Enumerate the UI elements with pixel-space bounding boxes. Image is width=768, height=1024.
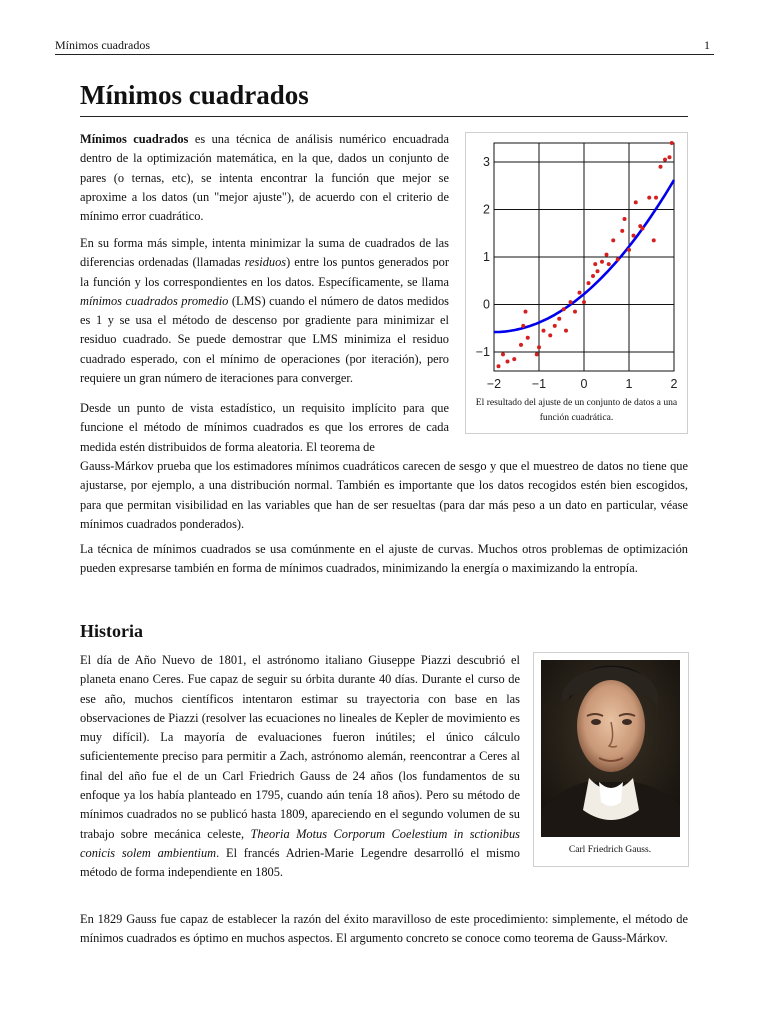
data-point bbox=[607, 262, 611, 266]
data-point bbox=[512, 357, 516, 361]
y-tick-label-1: 0 bbox=[483, 297, 490, 312]
data-point bbox=[600, 260, 604, 264]
data-point bbox=[519, 343, 523, 347]
data-point bbox=[524, 310, 528, 314]
y-tick-label-2: 1 bbox=[483, 250, 490, 264]
x-tick-label-1: −1 bbox=[531, 377, 547, 391]
data-point bbox=[548, 333, 552, 337]
intro-term: Mínimos cuadrados bbox=[80, 132, 189, 146]
intro-text: es una técnica de análisis numérico encuadrada dentro de la optimización matemática, en la que, dados un conjunto de pares (o ternas, etc), se intenta encontrar la función que mejor se aproxime a los datos (un "mejor ajuste"), de acuerdo con el criterio de mínimo error cuadrático. bbox=[80, 132, 449, 224]
data-point bbox=[620, 229, 624, 233]
para3-text-a: Desde un punto de vista estadístico, un requisito implícito para que funcione el método de mínimos cuadrados es que los errores de cada medida estén distribuidos de forma aleatoria. El teorema de bbox=[80, 401, 449, 454]
paragraph-statistics-cont bbox=[80, 457, 688, 534]
paragraph-history-2 bbox=[80, 910, 688, 949]
data-point bbox=[605, 253, 609, 257]
data-point bbox=[670, 141, 674, 145]
y-tick-label-0: −1 bbox=[475, 345, 490, 359]
data-point bbox=[591, 274, 595, 278]
para3-text-b: Gauss-Márkov prueba que los estimadores mínimos cuadráticos carecen de sesgo y que el muestreo de datos no tiene que ajustarse, por ejemplo, a una distribución normal. También es importante que los datos recogidos estén bien escogidos, para que permitan visibilidad en las variables que han de ser resueltas (para dar más peso a un dato en particular, véase mínimos cuadrados ponderados). bbox=[80, 459, 688, 531]
history-text-2: . El francés Adrien-Marie Legendre desarrolló el mismo método de forma independiente en 1805. bbox=[80, 845, 520, 880]
data-point bbox=[521, 324, 525, 328]
data-point bbox=[623, 217, 627, 221]
data-point bbox=[535, 352, 539, 356]
gauss-portrait-image bbox=[541, 660, 680, 837]
data-point bbox=[506, 360, 510, 364]
data-point bbox=[573, 310, 577, 314]
data-point bbox=[659, 165, 663, 169]
section-heading-historia: Historia bbox=[80, 621, 143, 641]
data-point bbox=[501, 352, 505, 356]
data-point bbox=[542, 329, 546, 333]
x-tick-label-4: 2 bbox=[670, 377, 678, 391]
data-point bbox=[569, 300, 573, 304]
data-point bbox=[557, 317, 561, 321]
data-point bbox=[526, 336, 530, 340]
x-tick-label-2: 0 bbox=[580, 377, 588, 391]
intro-paragraph bbox=[80, 130, 449, 226]
data-point bbox=[627, 248, 631, 252]
data-point bbox=[668, 155, 672, 159]
data-point bbox=[537, 345, 541, 349]
y-tick-label-4: 3 bbox=[483, 155, 490, 169]
portrait-caption: Carl Friedrich Gauss. bbox=[568, 844, 652, 855]
x-tick-label-3: 1 bbox=[625, 377, 633, 391]
history2-text: En 1829 Gauss fue capaz de establecer la razón del éxito maravilloso de este procedimiento: simplemente, el método de mínimos cuadrados es óptimo en muchos aspectos. El argumento concreto se conoce como teorema de Gauss-Márkov. bbox=[80, 912, 688, 946]
data-point bbox=[634, 200, 638, 204]
para4-text: La técnica de mínimos cuadrados se usa comúnmente en el ajuste de curvas. Muchos otros problemas de optimización pueden expresarse también en forma de mínimos cuadrados, minimizando la energía o maximizando la entropía. bbox=[80, 542, 688, 576]
data-point bbox=[562, 307, 566, 311]
data-point bbox=[632, 234, 636, 238]
para2-text-1: En su forma más simple, intenta minimizar la suma de cuadrados de las diferencias ordenadas (llamadas bbox=[80, 236, 449, 270]
book-title: Theoria Motus Corporum Coelestium in sctionibus conicis solem ambientium bbox=[80, 826, 520, 860]
paragraph-history bbox=[80, 651, 520, 883]
data-point bbox=[652, 238, 656, 242]
data-point bbox=[611, 238, 615, 242]
data-point bbox=[663, 158, 667, 162]
data-point bbox=[616, 257, 620, 261]
data-point bbox=[578, 291, 582, 295]
data-point bbox=[553, 324, 557, 328]
para2-text-2: ) entre los puntos generados por la función y los correspondientes en los datos. Específicamente, se llama bbox=[80, 255, 449, 289]
term-lms: mínimos cuadrados promedio bbox=[80, 293, 229, 308]
term-residuos: residuos bbox=[244, 255, 287, 270]
chart-figure bbox=[465, 132, 688, 434]
data-point bbox=[647, 196, 651, 200]
chart-caption: El resultado del ajuste de un conjunto de datos a una función cuadrática. bbox=[475, 397, 678, 423]
page-title: Mínimos cuadrados bbox=[80, 78, 688, 117]
paragraph-lms bbox=[80, 234, 449, 388]
running-title: Mínimos cuadrados bbox=[55, 38, 150, 52]
data-point bbox=[654, 196, 658, 200]
data-point bbox=[593, 262, 597, 266]
running-header bbox=[55, 37, 714, 55]
data-point bbox=[582, 300, 586, 304]
least-squares-chart bbox=[466, 133, 687, 395]
history-text-1: El día de Año Nuevo de 1801, el astrónomo italiano Giuseppe Piazzi descubrió el planeta enano Ceres. Fue capaz de seguir su órbita durante 40 días. Durante el curso de ese año, muchos científicos intentaron estimar su trayectoria con base en las observaciones de Piazzi (resolver las ecuaciones no lineales de Kepler de movimiento es muy difícil). La mayoría de evaluaciones fueron inútiles; el único cálculo suficientemente preciso para permitir a Zach, astrónomo alemán, reencontrar a Ceres al final del año fue el de un Carl Friedrich Gauss de 24 años (los fundamentos de su enfoque ya los había planteado en 1795, cuando aún tenía 18 años). Pero su método de mínimos cuadrados no se publicó hasta 1809, apareciendo en el segundo volumen de su trabajo sobre mecánica celeste, bbox=[80, 653, 520, 841]
data-point bbox=[641, 227, 645, 231]
data-point bbox=[587, 281, 591, 285]
para2-text-3: (LMS) cuando el número de datos medidos es 1 y se usa el método de descenso por gradiente para minimizar el residuo cuadrado. Se puede demostrar que LMS minimiza el residuo cuadrado esperado, con el mínimo de operaciones (por iteración), pero requiere un gran número de iteraciones para converger. bbox=[80, 293, 449, 386]
x-tick-label-0: −2 bbox=[486, 377, 502, 391]
paragraph-statistics-start bbox=[80, 399, 449, 457]
page-number: 1 bbox=[704, 38, 710, 52]
data-point bbox=[564, 329, 568, 333]
data-point bbox=[596, 269, 600, 273]
y-tick-label-3: 2 bbox=[483, 202, 490, 217]
paragraph-curve-fitting bbox=[80, 540, 688, 579]
data-point bbox=[497, 364, 501, 368]
